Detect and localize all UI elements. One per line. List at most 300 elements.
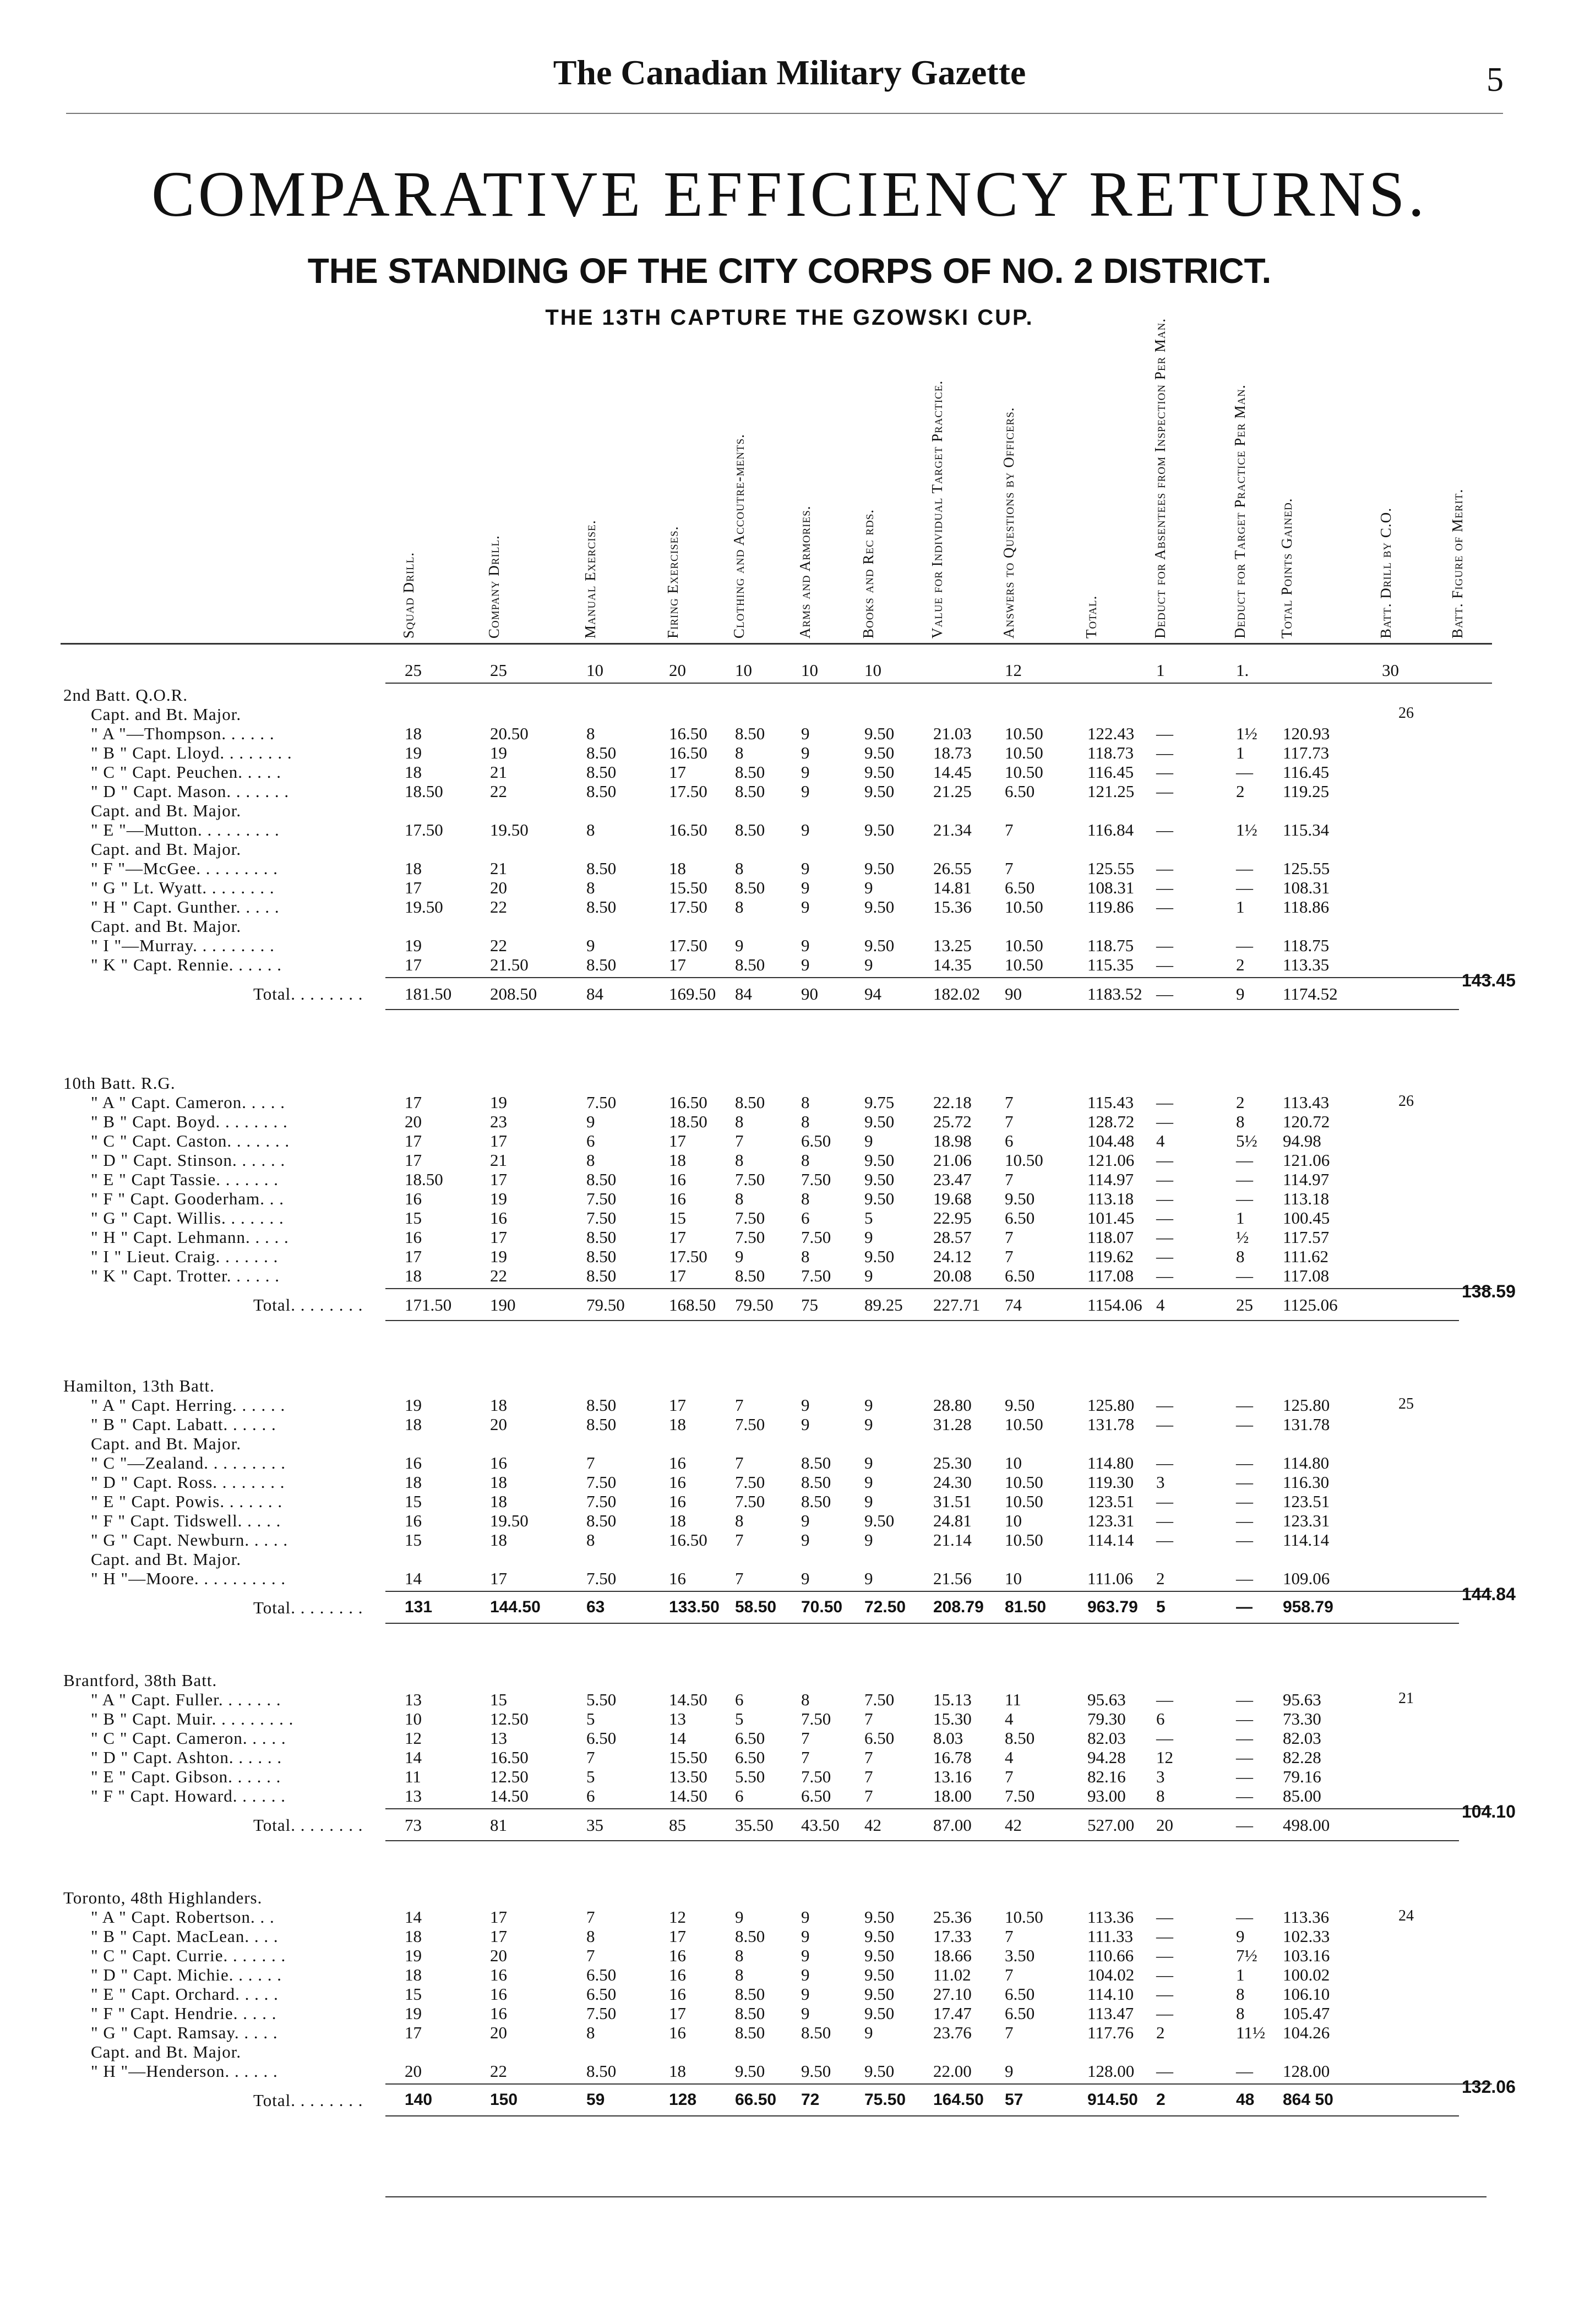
data-cell: 10 [1005,1453,1022,1472]
data-cell: 8.50 [586,1247,617,1266]
total-cell: 75 [801,1295,818,1314]
data-cell: 21.56 [933,1569,972,1588]
data-cell: 16.50 [490,1748,529,1767]
data-cell: 7 [735,1131,744,1150]
total-cell: 527.00 [1087,1815,1135,1835]
data-cell: 22 [490,1266,507,1285]
data-cell: 8.50 [586,743,617,762]
data-cell: — [1236,1189,1253,1208]
data-cell: 14.81 [933,878,972,897]
data-cell: 8 [586,878,595,897]
data-cell: 8.50 [801,2023,831,2042]
total-cell: 63 [586,1598,605,1616]
data-cell: 7.50 [801,1266,831,1285]
row-label: " B " Capt. Boyd. . . . . . . . [91,1112,288,1131]
column-header: Firing Exercises. [665,526,681,639]
data-cell: 15 [405,1208,422,1228]
data-cell: 16 [669,1453,686,1472]
total-cell: 72.50 [864,1598,906,1616]
section-name: 2nd Batt. Q.O.R. [63,685,188,705]
data-cell: 10.50 [1005,936,1043,955]
data-cell: 18.50 [405,1170,443,1189]
total-cell: 57 [1005,2091,1023,2109]
data-cell: 125.55 [1087,859,1135,878]
data-cell: 5½ [1236,1131,1257,1150]
max-points-cell: 10 [586,661,603,680]
batt-drill-value: 21 [1398,1690,1414,1707]
data-cell: 6.50 [801,1786,831,1805]
data-cell: 6.50 [1005,1208,1035,1228]
data-cell: 8 [801,1247,810,1266]
data-cell: 119.30 [1087,1472,1134,1492]
data-cell: 1 [1236,897,1245,916]
total-cell: 864 50 [1283,2091,1333,2109]
data-cell: 9 [801,1415,810,1434]
data-cell: 13.25 [933,936,972,955]
data-cell: 7.50 [735,1415,765,1434]
data-cell: 82.03 [1283,1728,1321,1748]
data-cell: 17.50 [669,897,707,916]
data-cell: 18.50 [405,782,443,801]
data-cell: 11 [1005,1690,1021,1709]
data-cell: 79.16 [1283,1767,1321,1786]
data-cell: 19 [490,1247,507,1266]
total-rule [385,977,1492,978]
total-cell: 2 [1156,2091,1166,2109]
data-cell: 8.50 [586,1395,617,1415]
total-cell: 75.50 [864,2091,906,2109]
data-cell: 118.86 [1283,897,1330,916]
data-cell: 12.50 [490,1767,529,1786]
column-header: Manual Exercise. [582,520,598,639]
page-title: COMPARATIVE EFFICIENCY RETURNS. [151,158,1428,230]
data-cell: 14 [405,1907,422,1927]
data-cell: 17 [669,1266,686,1285]
data-cell: 14.35 [933,955,972,974]
data-cell: 14.50 [669,1786,707,1805]
data-cell: 9 [735,936,744,955]
data-cell: 17 [405,2023,422,2042]
data-cell: 13 [405,1690,422,1709]
total-cell: 84 [735,984,752,1003]
total-cell: 81 [490,1815,507,1835]
max-points-cell: 30 [1382,661,1399,680]
data-cell: — [1156,1189,1173,1208]
data-cell: 16 [669,1492,686,1511]
data-cell: 7 [1005,1093,1014,1112]
data-cell: 7 [586,1453,595,1472]
data-cell: 21 [490,859,507,878]
data-cell: 114.97 [1087,1170,1134,1189]
total-rule [385,1808,1492,1809]
data-cell: 8.50 [1005,1728,1035,1748]
row-label: " C " Capt. Caston. . . . . . . [91,1131,290,1150]
data-cell: 6.50 [735,1728,765,1748]
total-cell: 168.50 [669,1295,716,1314]
data-cell: 16 [405,1228,422,1247]
data-cell: 9.50 [1005,1395,1035,1415]
data-cell: 9 [801,1907,810,1927]
data-cell: 9 [801,878,810,897]
data-cell: 16 [669,1170,686,1189]
data-cell: 16 [669,1189,686,1208]
figure-of-merit: 143.45 [1462,970,1516,990]
data-cell: 8.50 [586,859,617,878]
figure-of-merit: 104.10 [1462,1802,1516,1821]
data-cell: 7.50 [735,1492,765,1511]
data-cell: 2 [1236,955,1245,974]
data-cell: 19 [405,743,422,762]
data-cell: 114.10 [1087,1984,1134,2004]
max-points-cell: 10 [801,661,818,680]
data-cell: 93.00 [1087,1786,1126,1805]
data-cell: 1 [1236,1965,1245,1984]
row-label: " H "—Henderson. . . . . . [91,2061,278,2081]
data-cell: 8.50 [586,955,617,974]
data-cell: 16 [669,1946,686,1965]
data-cell: 82.28 [1283,1748,1321,1767]
section-name: Brantford, 38th Batt. [63,1671,217,1690]
data-cell: 12 [1156,1748,1173,1767]
data-cell: 7.50 [801,1767,831,1786]
data-cell: 123.31 [1087,1511,1135,1530]
data-cell: 22 [490,782,507,801]
data-cell: 8.50 [735,1266,765,1285]
data-cell: 8 [735,1150,744,1170]
data-cell: 8 [1236,1112,1245,1131]
data-cell: — [1236,1690,1253,1709]
data-cell: — [1156,936,1173,955]
data-cell: 10.50 [1005,743,1043,762]
data-cell: 108.31 [1283,878,1330,897]
data-cell: 19.68 [933,1189,972,1208]
data-cell: 111.62 [1283,1247,1328,1266]
total-cell: 227.71 [933,1295,981,1314]
data-cell: 9 [801,1965,810,1984]
data-cell: 17 [405,1150,422,1170]
data-cell: 9.50 [864,1170,895,1189]
total-cell: 182.02 [933,984,981,1003]
row-label: " C " Capt. Cameron. . . . . [91,1728,286,1748]
data-cell: 7.50 [1005,1786,1035,1805]
data-cell: 119.25 [1283,782,1330,801]
total-cell: 190 [490,1295,516,1314]
data-cell: 8 [1236,2004,1245,2023]
data-cell: 6.50 [586,1728,617,1748]
data-cell: 17 [405,878,422,897]
data-cell: 19.50 [490,820,529,839]
data-cell: 28.57 [933,1228,972,1247]
max-points-rule [385,683,1492,684]
data-cell: 17 [669,955,686,974]
row-label: " B " Capt. Labatt. . . . . . [91,1415,276,1434]
data-cell: 6.50 [864,1728,895,1748]
data-cell: — [1156,724,1173,743]
row-label: " B " Capt. Muir. . . . . . . . . [91,1709,294,1728]
row-label: " F " Capt. Gooderham. . . [91,1189,284,1208]
total-cell: 73 [405,1815,422,1835]
data-cell: 9 [864,1492,873,1511]
data-cell: 20 [490,1946,507,1965]
data-cell: 101.45 [1087,1208,1135,1228]
data-cell: 8.50 [586,1266,617,1285]
data-cell: 5.50 [735,1767,765,1786]
data-cell: 9 [801,762,810,782]
data-cell: 7.50 [586,1093,617,1112]
data-cell: 19 [490,1093,507,1112]
data-cell: 8 [801,1112,810,1131]
data-cell: 9.50 [864,1247,895,1266]
total-cell: 1174.52 [1283,984,1338,1003]
data-cell: 120.93 [1283,724,1330,743]
data-cell: 21.34 [933,820,972,839]
data-cell: 9 [864,1415,873,1434]
data-cell: 6.50 [586,1965,617,1984]
data-cell: 23.47 [933,1170,972,1189]
data-cell: 17 [490,1131,507,1150]
row-label: " D " Capt. Mason. . . . . . . [91,782,290,801]
data-cell: 2 [1236,1093,1245,1112]
data-cell: — [1236,1530,1253,1550]
max-points-cell: 20 [669,661,686,680]
data-cell: 10.50 [1005,762,1043,782]
data-cell: 7 [1005,820,1014,839]
total-cell: 70.50 [801,1598,843,1616]
data-cell: 117.08 [1087,1266,1134,1285]
data-cell: 125.80 [1087,1395,1135,1415]
total-cell: 4 [1156,1295,1165,1314]
data-cell: 114.14 [1087,1530,1134,1550]
total-cell: 140 [405,2091,433,2109]
data-cell: 6 [1156,1709,1165,1728]
data-cell: 116.84 [1087,820,1134,839]
total-cell: 169.50 [669,984,716,1003]
data-cell: 7 [735,1395,744,1415]
data-cell: — [1156,1112,1173,1131]
data-cell: 8 [586,1150,595,1170]
data-cell: 21.25 [933,782,972,801]
data-cell: 31.51 [933,1492,972,1511]
data-cell: 10.50 [1005,955,1043,974]
data-cell: 15.50 [669,1748,707,1767]
data-cell: 8.50 [735,782,765,801]
data-cell: 6.50 [586,1984,617,2004]
data-cell: 16 [669,1984,686,2004]
data-cell: 16.50 [669,820,707,839]
data-cell: 19 [405,2004,422,2023]
data-cell: 123.51 [1087,1492,1135,1511]
data-cell: — [1236,1569,1253,1588]
row-label: " D " Capt. Ashton. . . . . . [91,1748,282,1767]
data-cell: 15.50 [669,878,707,897]
data-cell: — [1156,955,1173,974]
data-cell: 6.50 [1005,2004,1035,2023]
data-cell: 18 [405,1965,422,1984]
total-cell: 85 [669,1815,686,1835]
data-cell: 18 [669,1150,686,1170]
data-cell: 8 [1156,1786,1165,1805]
row-label: " D " Capt. Michie. . . . . . [91,1965,282,1984]
total-rule [385,2083,1492,2085]
data-cell: 104.02 [1087,1965,1135,1984]
data-cell: 16 [490,1984,507,2004]
data-cell: — [1156,1946,1173,1965]
data-cell: — [1236,1266,1253,1285]
data-cell: 22.95 [933,1208,972,1228]
data-cell: — [1156,1530,1173,1550]
data-cell: 20 [490,1415,507,1434]
data-cell: 123.51 [1283,1492,1330,1511]
data-cell: 8.50 [801,1472,831,1492]
total-cell: 81.50 [1005,1598,1047,1616]
row-label: " I "—Murray. . . . . . . . . [91,936,275,955]
row-label: " A "—Thompson. . . . . . [91,724,275,743]
masthead: The Canadian Military Gazette [553,53,1026,92]
data-cell: 25.36 [933,1907,972,1927]
data-cell: 9.50 [864,936,895,955]
data-cell: 5.50 [586,1690,617,1709]
data-cell: — [1156,1247,1173,1266]
data-cell: 10.50 [1005,1907,1043,1927]
data-cell: 113.36 [1087,1907,1134,1927]
total-rule [385,1288,1492,1289]
figure-of-merit: 144.84 [1462,1584,1516,1604]
data-cell: 17.50 [669,936,707,955]
data-cell: 16.78 [933,1748,972,1767]
data-cell: 120.72 [1283,1112,1330,1131]
row-label: Capt. and Bt. Major. [91,839,242,859]
total-cell: 35 [586,1815,603,1835]
data-cell: 118.07 [1087,1228,1134,1247]
data-cell: 8.50 [586,1415,617,1434]
data-cell: 16.50 [669,743,707,762]
data-cell: 15.36 [933,897,972,916]
data-cell: 9.50 [735,2061,765,2081]
data-cell: 2 [1156,1569,1165,1588]
data-cell: 114.80 [1087,1453,1134,1472]
section-name: Hamilton, 13th Batt. [63,1376,215,1395]
data-cell: 9 [864,1395,873,1415]
data-cell: 8.50 [735,1093,765,1112]
data-cell: 18.98 [933,1131,972,1150]
data-cell: 15 [669,1208,686,1228]
data-cell: 128.00 [1283,2061,1330,2081]
data-cell: — [1156,1984,1173,2004]
row-label: " B " Capt. MacLean. . . . [91,1927,279,1946]
data-cell: 14.50 [669,1690,707,1709]
data-cell: 8 [586,1927,595,1946]
data-cell: 20 [490,878,507,897]
total-cell: — [1236,1598,1253,1616]
data-cell: 8.50 [586,1228,617,1247]
section-bottom-rule [385,1623,1459,1624]
total-cell: 59 [586,2091,605,2109]
row-label: " D " Capt. Ross. . . . . . . . [91,1472,285,1492]
data-cell: 7.50 [586,1472,617,1492]
total-cell: 9 [1236,984,1245,1003]
data-cell: 8.50 [735,762,765,782]
row-label: " K " Capt. Rennie. . . . . . [91,955,282,974]
data-cell: 16 [405,1511,422,1530]
data-cell: — [1236,936,1253,955]
section-bottom-rule [385,2115,1459,2116]
data-cell: 131.78 [1283,1415,1330,1434]
data-cell: 20 [490,2023,507,2042]
data-cell: 16 [490,1208,507,1228]
data-cell: 9 [801,724,810,743]
data-cell: 15.13 [933,1690,972,1709]
data-cell: 17 [669,1395,686,1415]
data-cell: 114.14 [1283,1530,1330,1550]
row-label: " G " Lt. Wyatt. . . . . . . . [91,878,275,897]
data-cell: 17 [669,1131,686,1150]
data-cell: — [1156,1150,1173,1170]
data-cell: 7 [735,1530,744,1550]
data-cell: — [1236,1709,1253,1728]
batt-drill-value: 25 [1398,1395,1414,1412]
data-cell: 9 [801,1395,810,1415]
data-cell: 15 [490,1690,507,1709]
max-points-cell: 1 [1156,661,1165,680]
data-cell: 21 [490,762,507,782]
data-cell: 21.06 [933,1150,972,1170]
data-cell: — [1156,1093,1173,1112]
data-cell: 14 [405,1748,422,1767]
data-cell: 24.81 [933,1511,972,1530]
row-label: " E "—Mutton. . . . . . . . . [91,820,280,839]
data-cell: — [1156,743,1173,762]
data-cell: 131.78 [1087,1415,1135,1434]
data-cell: 7 [1005,1965,1014,1984]
data-cell: 17 [669,1228,686,1247]
total-cell: 1183.52 [1087,984,1142,1003]
data-cell: 8 [801,1093,810,1112]
data-cell: 82.16 [1087,1767,1126,1786]
total-cell: 958.79 [1283,1598,1333,1616]
data-cell: 103.16 [1283,1946,1330,1965]
data-cell: 9 [864,2023,873,2042]
data-cell: 7 [586,1907,595,1927]
total-cell: 25 [1236,1295,1253,1314]
data-cell: 10 [1005,1511,1022,1530]
data-cell: 8 [586,2023,595,2042]
total-cell: 84 [586,984,603,1003]
data-cell: 13 [669,1709,686,1728]
data-cell: 8.50 [586,1170,617,1189]
section-bottom-rule [385,1840,1459,1841]
data-cell: — [1156,859,1173,878]
data-cell: 18 [490,1395,507,1415]
data-cell: 94.98 [1283,1131,1321,1150]
data-cell: 7 [735,1569,744,1588]
data-cell: 8 [586,1530,595,1550]
data-cell: 17.50 [669,782,707,801]
row-label: " G " Capt. Ramsay. . . . . [91,2023,278,2042]
column-header: Clothing and Accoutre-ments. [731,434,747,639]
data-cell: 20 [405,2061,422,2081]
data-cell: 23.76 [933,2023,972,2042]
total-label: Total. . . . . . . . [253,1295,363,1314]
data-cell: 12 [669,1907,686,1927]
data-cell: 113.36 [1283,1907,1330,1927]
data-cell: 17 [405,955,422,974]
total-label: Total. . . . . . . . [253,1598,363,1617]
data-cell: 119.86 [1087,897,1134,916]
data-cell: 8 [735,859,744,878]
data-cell: 6.50 [1005,782,1035,801]
section-bottom-rule [385,1009,1459,1010]
data-cell: 106.10 [1283,1984,1330,2004]
